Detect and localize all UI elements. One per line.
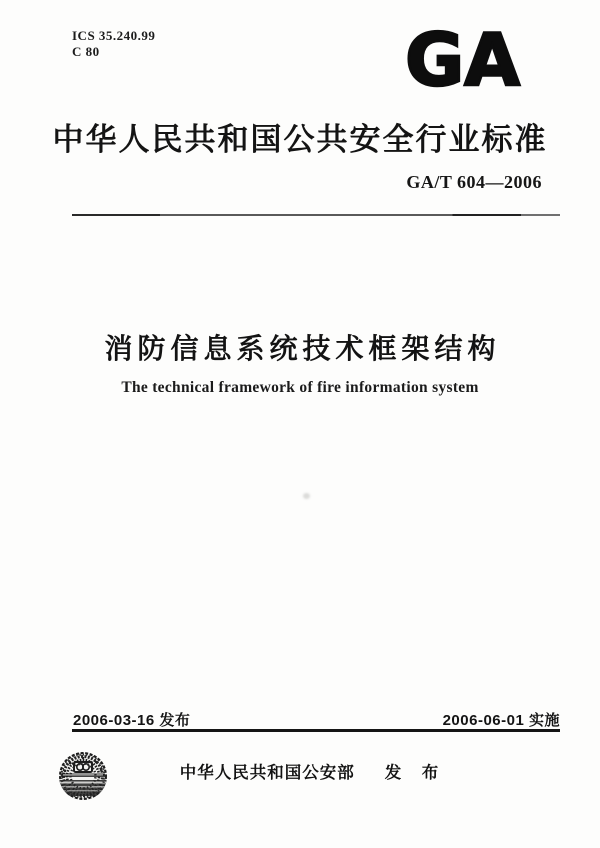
footer-divider-rule (72, 729, 560, 732)
document-title-chinese: 消防信息系统技术框架结构 (104, 333, 501, 364)
standard-type-heading: 中华人民共和国公共安全行业标准 (52, 122, 548, 157)
anti-counterfeit-seal-icon (57, 750, 109, 802)
publisher-name: 中华人民共和国公安部 (179, 764, 355, 782)
standard-number: GA/T 604—2006 (406, 172, 542, 192)
header-divider-rule (72, 214, 560, 216)
scan-artifact-speck (303, 493, 310, 499)
implementation-date: 2006-06-01 实施 (442, 712, 560, 729)
ics-code: ICS 35.240.99 (72, 28, 156, 43)
ics-classification-block (72, 28, 155, 61)
document-title-english: The technical framework of fire information system (121, 379, 479, 396)
ga-logo: GA (405, 18, 520, 102)
issue-date: 2006-03-16 发布 (73, 712, 191, 729)
publish-label: 发 布 (384, 764, 447, 782)
classification-code: C 80 (72, 44, 100, 60)
